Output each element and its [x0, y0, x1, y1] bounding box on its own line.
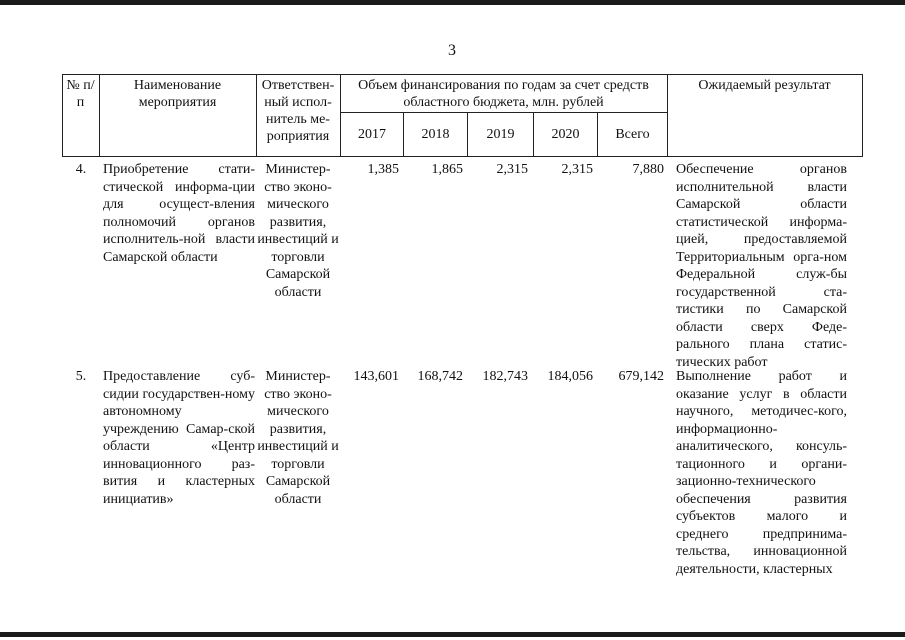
row-activity-name: Приобретение стати-стической информа-ции для осущест-вления полномочий органов исполнитель-ной власти Самарской области [103, 162, 255, 265]
row-expected-result: Выполнение работ и оказание услуг в области научного, методичес-кого, информационно-аналитического, консуль-тационного и органи-зационно-технического обеспечения развития субъектов малого и среднего предпринима-тельства, инновационной деятельности, кластерных [676, 369, 847, 577]
row-expected-result: Обеспечение органов исполнительной власти Самарской области статистической информа-цией, предоставляемой Территориальным орга-ном Федеральной служ-бы государственной ста-тистики по Самарской области сверх Феде-рального плана статис-тических работ [676, 162, 847, 370]
row-responsible: Министер-ство эконо-мического развития, инвестиций и торговли Самарской области [257, 369, 339, 507]
row-value-2018: 1,865 [431, 162, 463, 177]
row-value-2019: 182,743 [482, 369, 528, 384]
funding-subheader-line [340, 112, 667, 113]
row-responsible: Министер-ство эконо-мического развития, инвестиций и торговли Самарской области [257, 162, 339, 300]
header-year-2017: 2017 [358, 127, 386, 142]
header-top-line [62, 74, 863, 75]
header-col-name: Наименование мероприятия [133, 78, 222, 110]
grid-vline [862, 74, 863, 156]
row-value-2018: 168,742 [417, 369, 463, 384]
row-value-total: 679,142 [618, 369, 664, 384]
row-value-total: 7,880 [632, 162, 664, 177]
header-col-result: Ожидаемый результат [698, 78, 831, 93]
header-year-2020: 2020 [551, 127, 580, 142]
grid-vline [62, 74, 63, 156]
header-bottom-line [62, 156, 863, 157]
row-value-2019: 2,315 [496, 162, 528, 177]
header-col-responsible: Ответствен-ный испол-нитель ме-роприятия [261, 78, 335, 144]
row-activity-name: Предоставление суб-сидии государствен-ному автономному учреждению Самар-ской области «Центр инновационного раз-вития и кластерных инициатив» [103, 369, 255, 507]
grid-vline [667, 74, 668, 156]
grid-vline [99, 74, 100, 156]
page-number: 3 [448, 42, 456, 59]
header-year-2018: 2018 [421, 127, 450, 142]
header-col-funding: Объем финансирования по годам за счет средств областного бюджета, млн. рублей [358, 78, 649, 110]
row-value-2017: 1,385 [367, 162, 399, 177]
header-total: Всего [615, 127, 650, 142]
header-col-number: № п/п [66, 78, 95, 110]
row-value-2017: 143,601 [353, 369, 399, 384]
row-number: 4. [75, 162, 87, 177]
row-value-2020: 184,056 [547, 369, 593, 384]
row-number: 5. [75, 369, 87, 384]
bottom-border-rule [0, 632, 905, 637]
grid-vline [256, 74, 257, 156]
grid-vline [340, 74, 341, 156]
top-border-rule [0, 0, 905, 5]
row-value-2020: 2,315 [561, 162, 593, 177]
header-year-2019: 2019 [486, 127, 515, 142]
